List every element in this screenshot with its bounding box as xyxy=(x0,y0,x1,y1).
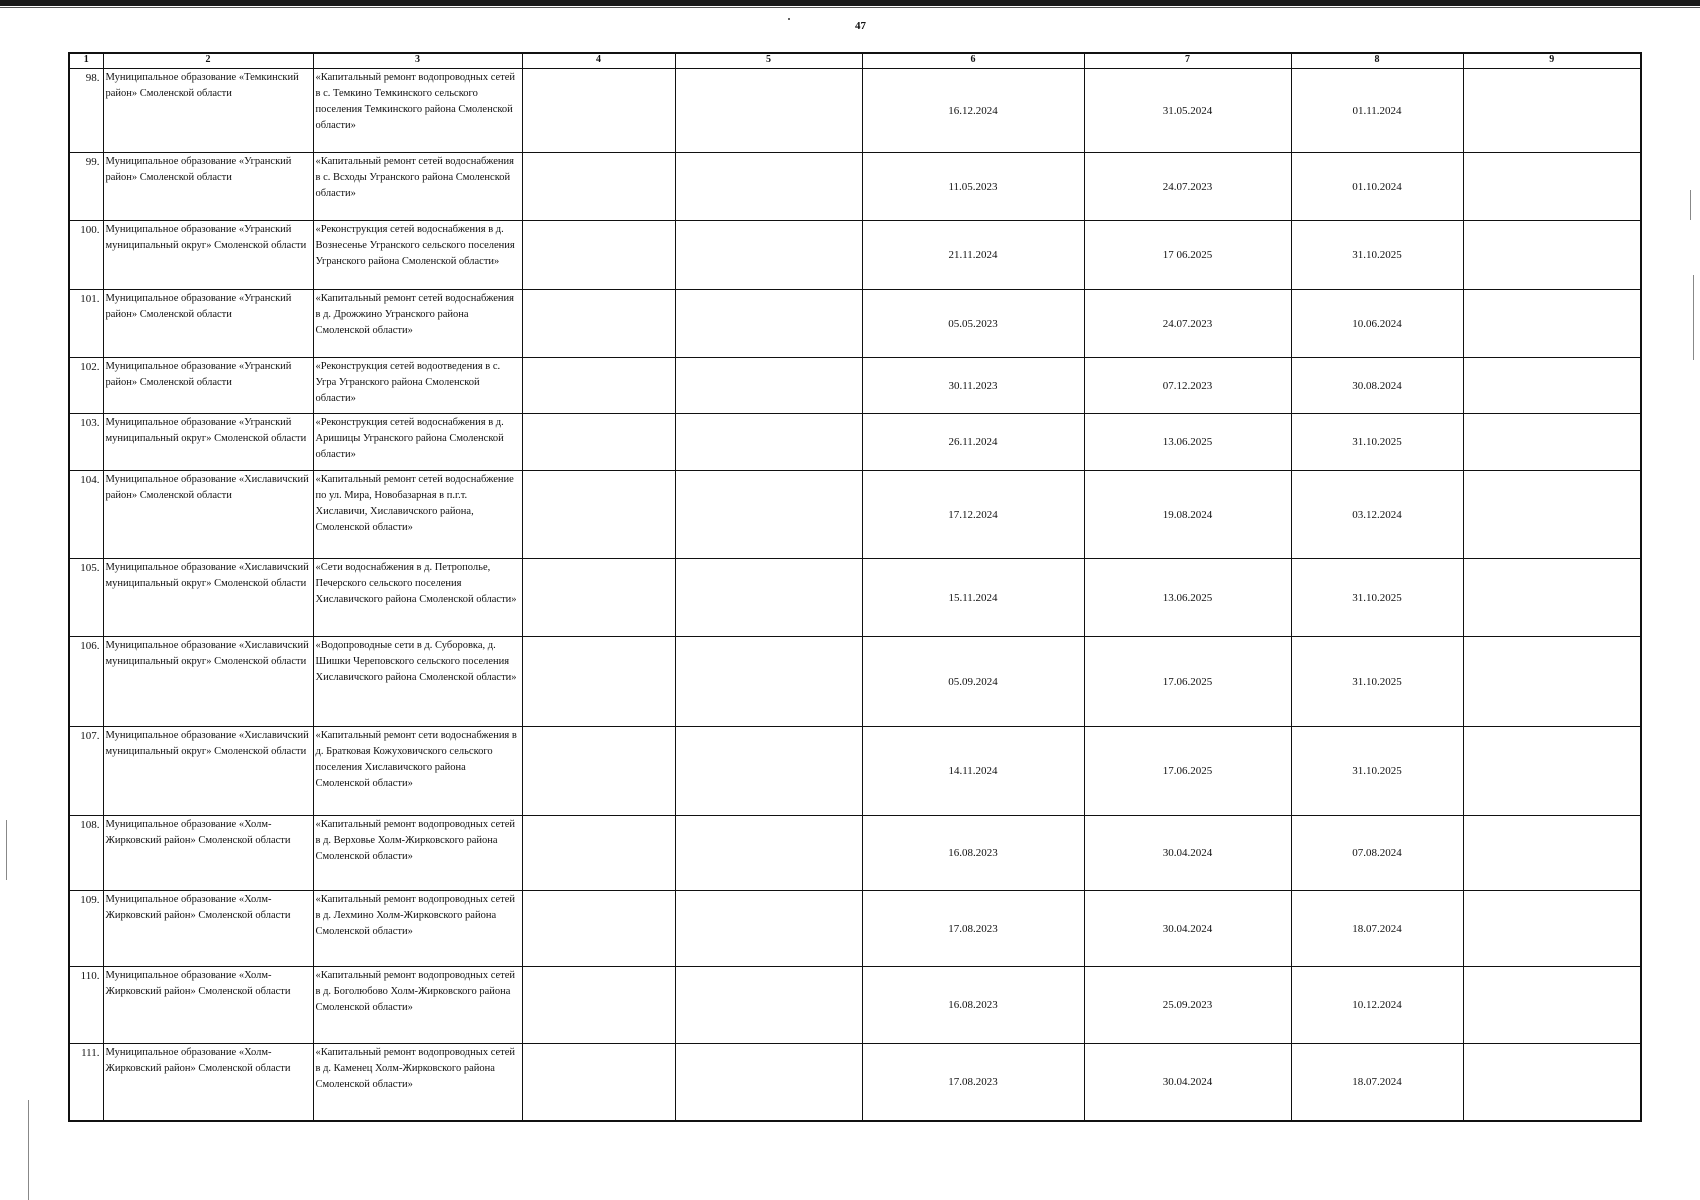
date-col6-cell: 30.11.2023 xyxy=(862,358,1084,414)
col5-cell xyxy=(675,414,862,471)
col4-cell xyxy=(522,358,675,414)
col5-cell xyxy=(675,1044,862,1121)
table-row xyxy=(69,1044,1641,1121)
col9-cell xyxy=(1463,637,1641,727)
date-col6-cell: 17.08.2023 xyxy=(862,891,1084,967)
date-col7-cell: 31.05.2024 xyxy=(1084,69,1291,153)
col4-cell xyxy=(522,637,675,727)
col4-cell xyxy=(522,221,675,290)
row-number: 108. xyxy=(69,816,103,891)
date-col7-cell: 13.06.2025 xyxy=(1084,559,1291,637)
date-col8-cell: 18.07.2024 xyxy=(1291,891,1463,967)
objects-table xyxy=(68,52,1642,1122)
table-row xyxy=(69,290,1641,358)
col5-cell xyxy=(675,358,862,414)
date-col8-cell: 30.08.2024 xyxy=(1291,358,1463,414)
municipality-cell: Муниципальное образование «Хиславичский муниципальный округ» Смоленской области xyxy=(103,559,313,637)
object-name-cell: «Капитальный ремонт водопроводных сетей в с. Темкино Темкинского сельского поселения Темкинского района Смоленской области» xyxy=(313,69,522,153)
scan-margin-mark xyxy=(6,820,7,880)
date-col8-cell: 01.11.2024 xyxy=(1291,69,1463,153)
table-row xyxy=(69,221,1641,290)
date-col6-cell: 21.11.2024 xyxy=(862,221,1084,290)
date-col6-cell: 14.11.2024 xyxy=(862,727,1084,816)
col9-cell xyxy=(1463,1044,1641,1121)
municipality-cell: Муниципальное образование «Угранский муниципальный округ» Смоленской области xyxy=(103,414,313,471)
object-name-cell: «Реконструкция сетей водоснабжения в д. Вознесенье Угранского сельского поселения Угранского района Смоленской области» xyxy=(313,221,522,290)
col9-cell xyxy=(1463,559,1641,637)
col4-cell xyxy=(522,967,675,1044)
table-row xyxy=(69,727,1641,816)
date-col7-cell: 25.09.2023 xyxy=(1084,967,1291,1044)
date-col6-cell: 17.12.2024 xyxy=(862,471,1084,559)
col5-cell xyxy=(675,471,862,559)
table-row xyxy=(69,637,1641,727)
date-col8-cell: 31.10.2025 xyxy=(1291,414,1463,471)
date-col7-cell: 13.06.2025 xyxy=(1084,414,1291,471)
date-col6-cell: 11.05.2023 xyxy=(862,153,1084,221)
municipality-cell: Муниципальное образование «Холм-Жирковский район» Смоленской области xyxy=(103,816,313,891)
scan-top-border-thin xyxy=(0,7,1700,8)
municipality-cell: Муниципальное образование «Угранский муниципальный округ» Смоленской области xyxy=(103,221,313,290)
date-col7-cell: 17.06.2025 xyxy=(1084,637,1291,727)
object-name-cell: «Водопроводные сети в д. Суборовка, д. Шишки Череповского сельского поселения Хиславичского района Смоленской области» xyxy=(313,637,522,727)
date-col8-cell: 18.07.2024 xyxy=(1291,1044,1463,1121)
col9-cell xyxy=(1463,967,1641,1044)
municipality-cell: Муниципальное образование «Хиславичский район» Смоленской области xyxy=(103,471,313,559)
date-col7-cell: 17 06.2025 xyxy=(1084,221,1291,290)
page-number: 47 xyxy=(855,20,866,32)
row-number: 104. xyxy=(69,471,103,559)
col-header-5: 5 xyxy=(675,53,862,69)
table-row xyxy=(69,559,1641,637)
date-col7-cell: 19.08.2024 xyxy=(1084,471,1291,559)
municipality-cell: Муниципальное образование «Угранский район» Смоленской области xyxy=(103,153,313,221)
col4-cell xyxy=(522,153,675,221)
col5-cell xyxy=(675,727,862,816)
col5-cell xyxy=(675,637,862,727)
municipality-cell: Муниципальное образование «Хиславичский муниципальный округ» Смоленской области xyxy=(103,637,313,727)
date-col7-cell: 30.04.2024 xyxy=(1084,1044,1291,1121)
col5-cell xyxy=(675,69,862,153)
date-col8-cell: 03.12.2024 xyxy=(1291,471,1463,559)
col9-cell xyxy=(1463,358,1641,414)
col5-cell xyxy=(675,559,862,637)
row-number: 111. xyxy=(69,1044,103,1121)
table-row xyxy=(69,153,1641,221)
date-col8-cell: 31.10.2025 xyxy=(1291,637,1463,727)
col4-cell xyxy=(522,891,675,967)
col-header-3: 3 xyxy=(313,53,522,69)
header-row xyxy=(69,53,1641,69)
municipality-cell: Муниципальное образование «Холм-Жирковский район» Смоленской области xyxy=(103,967,313,1044)
date-col8-cell: 10.12.2024 xyxy=(1291,967,1463,1044)
date-col6-cell: 05.09.2024 xyxy=(862,637,1084,727)
col4-cell xyxy=(522,290,675,358)
object-name-cell: «Капитальный ремонт водопроводных сетей в д. Каменец Холм-Жирковского района Смоленской области» xyxy=(313,1044,522,1121)
date-col6-cell: 05.05.2023 xyxy=(862,290,1084,358)
object-name-cell: «Сети водоснабжения в д. Петрополье, Печерского сельского поселения Хиславичского района Смоленской области» xyxy=(313,559,522,637)
col4-cell xyxy=(522,1044,675,1121)
col9-cell xyxy=(1463,891,1641,967)
table-row xyxy=(69,69,1641,153)
scan-margin-mark xyxy=(28,1100,29,1200)
object-name-cell: «Реконструкция сетей водоснабжения в д. Аришицы Угранского района Смоленской области» xyxy=(313,414,522,471)
col9-cell xyxy=(1463,414,1641,471)
col4-cell xyxy=(522,471,675,559)
col4-cell xyxy=(522,69,675,153)
scan-top-border xyxy=(0,0,1700,6)
date-col6-cell: 16.08.2023 xyxy=(862,967,1084,1044)
col9-cell xyxy=(1463,221,1641,290)
table-row xyxy=(69,414,1641,471)
row-number: 110. xyxy=(69,967,103,1044)
row-number: 109. xyxy=(69,891,103,967)
col4-cell xyxy=(522,414,675,471)
date-col6-cell: 15.11.2024 xyxy=(862,559,1084,637)
row-number: 101. xyxy=(69,290,103,358)
municipality-cell: Муниципальное образование «Угранский район» Смоленской области xyxy=(103,358,313,414)
object-name-cell: «Реконструкция сетей водоотведения в с. Угра Угранского района Смоленской области» xyxy=(313,358,522,414)
row-number: 102. xyxy=(69,358,103,414)
date-col7-cell: 30.04.2024 xyxy=(1084,816,1291,891)
municipality-cell: Муниципальное образование «Угранский район» Смоленской области xyxy=(103,290,313,358)
table-row xyxy=(69,816,1641,891)
col5-cell xyxy=(675,153,862,221)
date-col8-cell: 07.08.2024 xyxy=(1291,816,1463,891)
date-col6-cell: 17.08.2023 xyxy=(862,1044,1084,1121)
municipality-cell: Муниципальное образование «Холм-Жирковский район» Смоленской области xyxy=(103,891,313,967)
object-name-cell: «Капитальный ремонт водопроводных сетей в д. Лехмино Холм-Жирковского района Смоленской области» xyxy=(313,891,522,967)
col-header-6: 6 xyxy=(862,53,1084,69)
col-header-7: 7 xyxy=(1084,53,1291,69)
row-number: 98. xyxy=(69,69,103,153)
date-col7-cell: 30.04.2024 xyxy=(1084,891,1291,967)
date-col8-cell: 31.10.2025 xyxy=(1291,559,1463,637)
col5-cell xyxy=(675,290,862,358)
row-number: 106. xyxy=(69,637,103,727)
date-col8-cell: 31.10.2025 xyxy=(1291,221,1463,290)
object-name-cell: «Капитальный ремонт сети водоснабжения в д. Братковая Кожуховичского сельского поселения Хиславичского района Смоленской области» xyxy=(313,727,522,816)
col9-cell xyxy=(1463,153,1641,221)
date-col8-cell: 01.10.2024 xyxy=(1291,153,1463,221)
col-header-9: 9 xyxy=(1463,53,1641,69)
col-header-4: 4 xyxy=(522,53,675,69)
date-col8-cell: 10.06.2024 xyxy=(1291,290,1463,358)
date-col7-cell: 24.07.2023 xyxy=(1084,153,1291,221)
col-header-1: 1 xyxy=(69,53,103,69)
col-header-8: 8 xyxy=(1291,53,1463,69)
table-row xyxy=(69,891,1641,967)
row-number: 99. xyxy=(69,153,103,221)
object-name-cell: «Капитальный ремонт сетей водоснабжения в д. Дрожжино Угранского района Смоленской области» xyxy=(313,290,522,358)
scan-margin-mark xyxy=(1690,190,1691,220)
col5-cell xyxy=(675,816,862,891)
object-name-cell: «Капитальный ремонт сетей водоснабжения в с. Всходы Угранского района Смоленской области» xyxy=(313,153,522,221)
object-name-cell: «Капитальный ремонт сетей водоснабжение по ул. Мира, Новобазарная в п.г.т. Хиславичи, Хиславичского района, Смоленской области» xyxy=(313,471,522,559)
row-number: 107. xyxy=(69,727,103,816)
row-number: 100. xyxy=(69,221,103,290)
date-col6-cell: 16.12.2024 xyxy=(862,69,1084,153)
date-col6-cell: 16.08.2023 xyxy=(862,816,1084,891)
col9-cell xyxy=(1463,471,1641,559)
col9-cell xyxy=(1463,69,1641,153)
date-col7-cell: 07.12.2023 xyxy=(1084,358,1291,414)
col9-cell xyxy=(1463,290,1641,358)
row-number: 105. xyxy=(69,559,103,637)
date-col7-cell: 24.07.2023 xyxy=(1084,290,1291,358)
date-col6-cell: 26.11.2024 xyxy=(862,414,1084,471)
col-header-2: 2 xyxy=(103,53,313,69)
table-row xyxy=(69,358,1641,414)
col5-cell xyxy=(675,891,862,967)
row-number: 103. xyxy=(69,414,103,471)
scan-margin-mark xyxy=(1693,275,1694,360)
object-name-cell: «Капитальный ремонт водопроводных сетей в д. Верховье Холм-Жирковского района Смоленской области» xyxy=(313,816,522,891)
object-name-cell: «Капитальный ремонт водопроводных сетей в д. Боголюбово Холм-Жирковского района Смоленской области» xyxy=(313,967,522,1044)
col4-cell xyxy=(522,559,675,637)
scan-speck xyxy=(788,18,790,20)
table-row xyxy=(69,967,1641,1044)
municipality-cell: Муниципальное образование «Темкинский район» Смоленской области xyxy=(103,69,313,153)
col5-cell xyxy=(675,967,862,1044)
col9-cell xyxy=(1463,816,1641,891)
col5-cell xyxy=(675,221,862,290)
municipality-cell: Муниципальное образование «Хиславичский муниципальный округ» Смоленской области xyxy=(103,727,313,816)
table-row xyxy=(69,471,1641,559)
col4-cell xyxy=(522,816,675,891)
date-col7-cell: 17.06.2025 xyxy=(1084,727,1291,816)
municipality-cell: Муниципальное образование «Холм-Жирковский район» Смоленской области xyxy=(103,1044,313,1121)
date-col8-cell: 31.10.2025 xyxy=(1291,727,1463,816)
col9-cell xyxy=(1463,727,1641,816)
col4-cell xyxy=(522,727,675,816)
